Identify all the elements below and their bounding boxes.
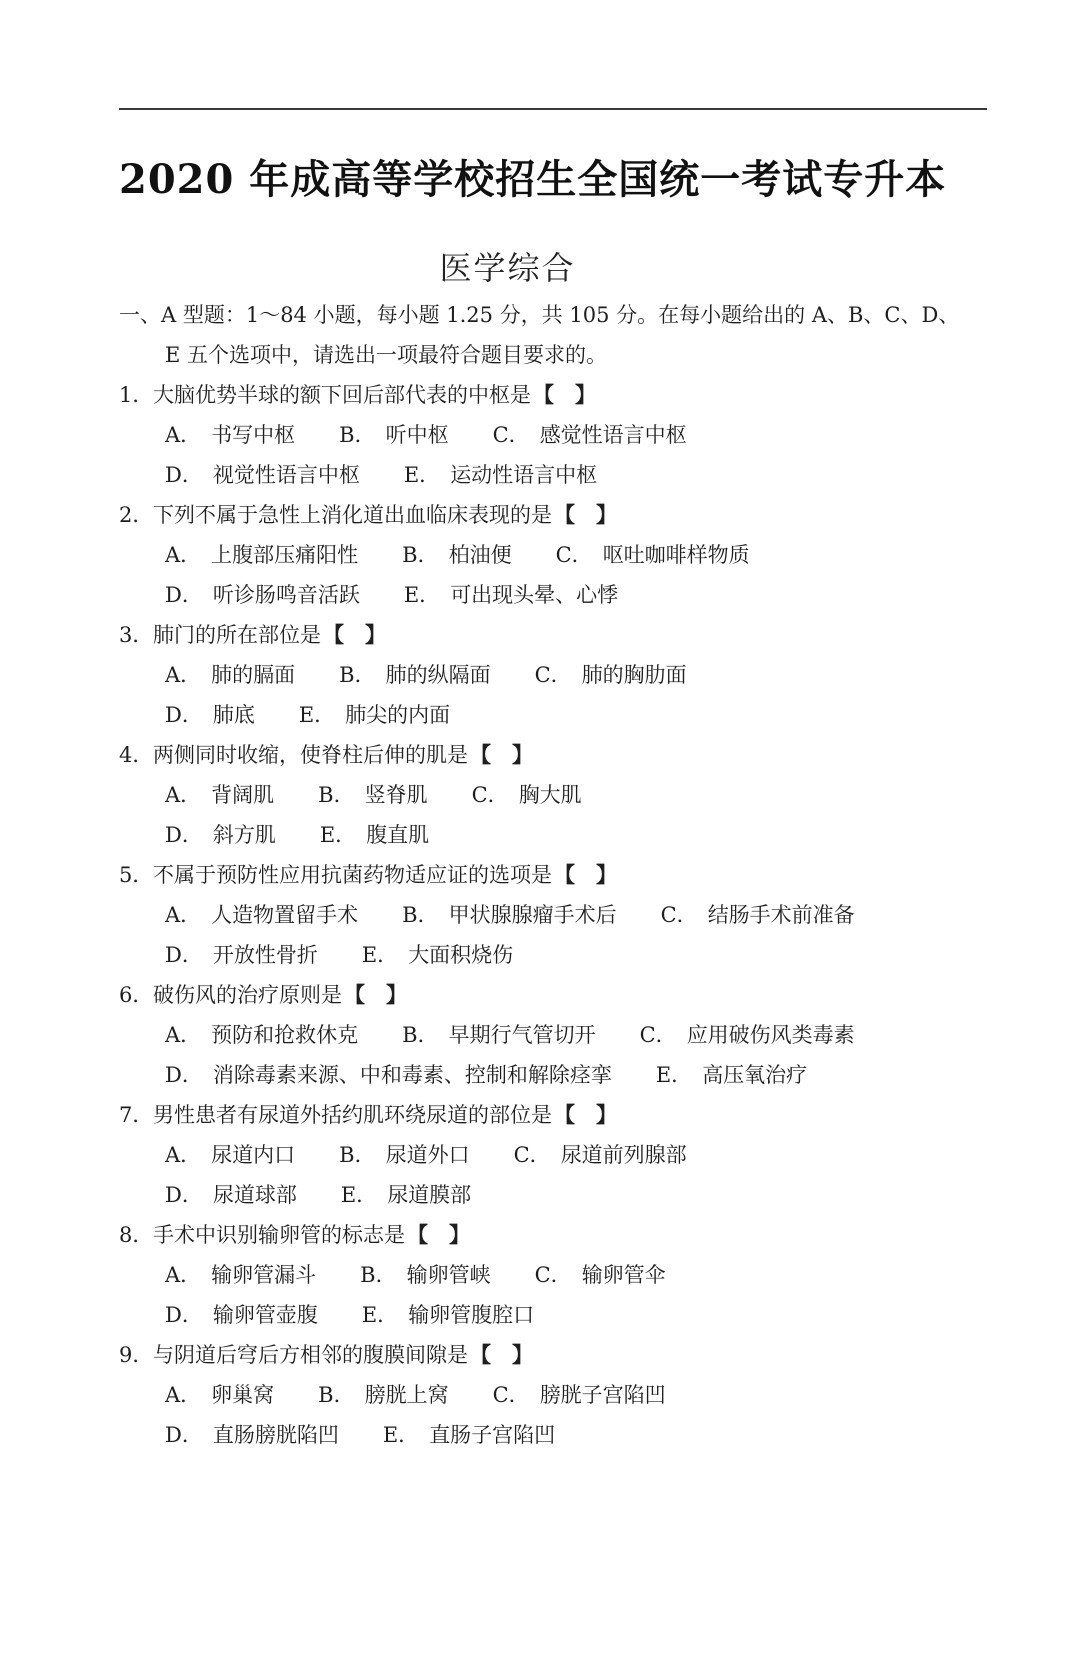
option-text: 运动性语言中枢 (450, 463, 598, 487)
option-letter: C． (639, 1023, 677, 1047)
option-text: 肺的胸肋面 (581, 663, 687, 687)
question-number: 9． (119, 1343, 154, 1367)
option-letter: D． (165, 1183, 203, 1207)
option-b (318, 1375, 448, 1415)
option-c (535, 1255, 666, 1295)
question-stem: 手术中识别输卵管的标志是 (153, 1223, 405, 1247)
question-number: 8． (119, 1223, 154, 1247)
option-text: 呕吐咖啡样物质 (602, 543, 750, 567)
option-text: 输卵管壶腹 (212, 1303, 318, 1327)
option-c (493, 1375, 666, 1415)
option-text: 胸大肌 (518, 783, 582, 807)
option-text: 消除毒素来源、中和毒素、控制和解除痉挛 (212, 1063, 612, 1087)
question-stem: 男性患者有尿道外括约肌环绕尿道的部位是 (153, 1103, 552, 1127)
option-a (165, 415, 295, 455)
option-text: 上腹部压痛阳性 (211, 543, 359, 567)
option-text: 背阔肌 (211, 783, 275, 807)
question-stem-line (119, 1095, 999, 1135)
option-text: 早期行气管切开 (448, 1023, 596, 1047)
option-e (299, 695, 450, 735)
option-letter: B． (318, 1383, 355, 1407)
option-letter: A． (165, 1143, 202, 1167)
option-letter: D． (165, 463, 203, 487)
option-letter: A． (165, 423, 202, 447)
option-letter: B． (402, 543, 439, 567)
option-c (472, 775, 582, 815)
options-row (119, 1015, 999, 1055)
option-letter: B． (339, 423, 376, 447)
option-a (165, 1255, 316, 1295)
option-b (402, 1015, 595, 1055)
option-b (402, 535, 511, 575)
option-text: 输卵管峡 (406, 1263, 491, 1287)
option-c (535, 655, 687, 695)
page-title: 2020 年成高等学校招生全国统一考试专升本 (119, 156, 947, 203)
question-stem: 大脑优势半球的额下回后部代表的中枢是 (153, 383, 531, 407)
option-text: 高压氧治疗 (702, 1063, 808, 1087)
section-intro-line-1: 一、A 型题：1～84 小题，每小题 1.25 分，共 105 分。在每小题给出的 A、B、C、D、 (119, 303, 960, 327)
option-text: 听中枢 (385, 423, 449, 447)
option-a (165, 775, 274, 815)
option-e (362, 935, 513, 975)
question-stem: 两侧同时收缩，使脊柱后伸的肌是 (153, 743, 468, 767)
option-letter: C． (534, 1263, 572, 1287)
option-a (165, 1375, 274, 1415)
options-row (119, 1175, 999, 1215)
question-6 (119, 975, 999, 1095)
answer-bracket: 【 】 (554, 502, 617, 527)
option-b (360, 1255, 490, 1295)
option-letter: A． (165, 903, 202, 927)
options-row (119, 935, 999, 975)
option-letter: E． (361, 1303, 399, 1327)
option-d (165, 455, 360, 495)
option-c (556, 535, 750, 575)
question-number: 7． (119, 1103, 154, 1127)
option-letter: E． (319, 823, 357, 847)
option-letter: C． (660, 903, 698, 927)
option-text: 直肠膀胱陷凹 (212, 1423, 339, 1447)
option-text: 尿道膜部 (387, 1183, 472, 1207)
options-row (119, 695, 999, 735)
section-intro-line-2: E 五个选项中，请选出一项最符合题目要求的。 (165, 343, 608, 367)
option-d (165, 815, 276, 855)
option-text: 尿道外口 (385, 1143, 470, 1167)
option-text: 斜方肌 (212, 823, 276, 847)
option-letter: E． (340, 1183, 378, 1207)
option-text: 肺的纵隔面 (385, 663, 491, 687)
answer-bracket: 【 】 (407, 1222, 470, 1247)
option-letter: A． (165, 1383, 202, 1407)
question-stem-line (119, 975, 999, 1015)
answer-bracket: 【 】 (470, 1342, 533, 1367)
option-e (656, 1055, 807, 1095)
question-number: 6． (119, 983, 154, 1007)
question-stem-line (119, 375, 999, 415)
option-letter: D． (165, 1303, 203, 1327)
option-b (339, 655, 490, 695)
option-a (165, 655, 295, 695)
answer-bracket: 【 】 (470, 742, 533, 767)
option-text: 输卵管腹腔口 (408, 1303, 535, 1327)
option-text: 大面积烧伤 (408, 943, 514, 967)
option-text: 卵巢窝 (211, 1383, 275, 1407)
option-letter: A． (165, 1263, 202, 1287)
option-letter: D． (165, 703, 203, 727)
option-text: 感觉性语言中枢 (539, 423, 687, 447)
option-text: 预防和抢救休克 (211, 1023, 359, 1047)
question-list (119, 375, 999, 1455)
option-text: 人造物置留手术 (211, 903, 359, 927)
answer-bracket: 【 】 (344, 982, 407, 1007)
option-letter: C． (492, 1383, 530, 1407)
option-letter: B． (318, 783, 355, 807)
option-d (165, 935, 318, 975)
question-stem-line (119, 1335, 999, 1375)
question-8 (119, 1215, 999, 1335)
question-stem-line (119, 495, 999, 535)
question-number: 3． (119, 623, 154, 647)
option-text: 输卵管伞 (581, 1263, 666, 1287)
option-letter: B． (402, 1023, 439, 1047)
option-text: 腹直肌 (366, 823, 430, 847)
option-text: 膀胱子宫陷凹 (539, 1383, 666, 1407)
options-row (119, 575, 999, 615)
option-e (341, 1175, 471, 1215)
question-stem: 与阴道后穹后方相邻的腹膜间隙是 (153, 1343, 468, 1367)
question-number: 1． (119, 383, 154, 407)
option-e (320, 815, 429, 855)
question-stem: 破伤风的治疗原则是 (153, 983, 342, 1007)
option-a (165, 1135, 295, 1175)
options-row (119, 815, 999, 855)
question-1 (119, 375, 999, 495)
option-text: 书写中枢 (211, 423, 296, 447)
option-b (402, 895, 616, 935)
option-letter: D． (165, 823, 203, 847)
option-letter: E． (403, 463, 441, 487)
option-text: 输卵管漏斗 (211, 1263, 317, 1287)
question-stem: 下列不属于急性上消化道出血临床表现的是 (153, 503, 552, 527)
option-c (661, 895, 855, 935)
option-text: 尿道内口 (211, 1143, 296, 1167)
option-letter: C． (555, 543, 593, 567)
question-7 (119, 1095, 999, 1215)
option-letter: A． (165, 783, 202, 807)
option-d (165, 695, 255, 735)
answer-bracket: 【 】 (554, 862, 617, 887)
question-stem-line (119, 1215, 999, 1255)
option-e (404, 575, 618, 615)
option-letter: E． (298, 703, 336, 727)
option-text: 尿道前列腺部 (560, 1143, 687, 1167)
options-row (119, 535, 999, 575)
option-letter: C． (492, 423, 530, 447)
option-text: 肺尖的内面 (345, 703, 451, 727)
options-row (119, 1055, 999, 1095)
option-c (493, 415, 687, 455)
option-e (404, 455, 597, 495)
options-row (119, 1375, 999, 1415)
option-letter: A． (165, 543, 202, 567)
option-letter: B． (339, 1143, 376, 1167)
question-3 (119, 615, 999, 735)
option-d (165, 1055, 612, 1095)
option-text: 应用破伤风类毒素 (686, 1023, 855, 1047)
question-4 (119, 735, 999, 855)
exam-body (119, 295, 999, 1455)
option-letter: B． (360, 1263, 397, 1287)
option-text: 听诊肠鸣音活跃 (212, 583, 360, 607)
option-text: 竖脊肌 (364, 783, 428, 807)
option-letter: B． (339, 663, 376, 687)
option-a (165, 895, 358, 935)
option-b (339, 1135, 469, 1175)
option-letter: E． (403, 583, 441, 607)
option-text: 肺的膈面 (211, 663, 296, 687)
option-d (165, 1295, 318, 1335)
question-number: 5． (119, 863, 154, 887)
options-row (119, 655, 999, 695)
option-letter: C． (534, 663, 572, 687)
option-letter: D． (165, 1423, 203, 1447)
options-row (119, 1295, 999, 1335)
option-b (339, 415, 448, 455)
option-letter: C． (513, 1143, 551, 1167)
option-text: 柏油便 (448, 543, 512, 567)
options-row (119, 1135, 999, 1175)
option-text: 开放性骨折 (212, 943, 318, 967)
option-text: 膀胱上窝 (364, 1383, 449, 1407)
question-stem-line (119, 735, 999, 775)
question-9 (119, 1335, 999, 1455)
option-text: 甲状腺腺瘤手术后 (448, 903, 617, 927)
option-letter: E． (655, 1063, 693, 1087)
page-subtitle: 医学综合 (439, 249, 576, 287)
option-c (640, 1015, 855, 1055)
option-letter: D． (165, 943, 203, 967)
option-letter: A． (165, 1023, 202, 1047)
option-text: 可出现头晕、心悸 (450, 583, 619, 607)
options-row (119, 1415, 999, 1455)
option-letter: D． (165, 1063, 203, 1087)
option-e (383, 1415, 555, 1455)
option-letter: D． (165, 583, 203, 607)
options-row (119, 895, 999, 935)
answer-bracket: 【 】 (533, 382, 596, 407)
option-text: 肺底 (212, 703, 255, 727)
answer-bracket: 【 】 (554, 1102, 617, 1127)
option-text: 视觉性语言中枢 (212, 463, 360, 487)
option-a (165, 535, 358, 575)
question-stem-line (119, 855, 999, 895)
option-letter: B． (402, 903, 439, 927)
option-letter: A． (165, 663, 202, 687)
header-rule-divider (119, 108, 987, 110)
option-text: 结肠手术前准备 (707, 903, 855, 927)
option-letter: C． (471, 783, 509, 807)
option-e (362, 1295, 534, 1335)
options-row (119, 775, 999, 815)
option-b (318, 775, 427, 815)
question-stem: 不属于预防性应用抗菌药物适应证的选项是 (153, 863, 552, 887)
option-letter: E． (382, 1423, 420, 1447)
option-c (514, 1135, 687, 1175)
question-stem-line (119, 615, 999, 655)
option-letter: E． (361, 943, 399, 967)
question-stem: 肺门的所在部位是 (153, 623, 321, 647)
options-row (119, 415, 999, 455)
option-d (165, 575, 360, 615)
question-5 (119, 855, 999, 975)
question-number: 2． (119, 503, 154, 527)
option-text: 尿道球部 (212, 1183, 297, 1207)
option-text: 直肠子宫陷凹 (429, 1423, 556, 1447)
option-a (165, 1015, 358, 1055)
option-d (165, 1415, 339, 1455)
question-number: 4． (119, 743, 154, 767)
answer-bracket: 【 】 (323, 622, 386, 647)
options-row (119, 1255, 999, 1295)
question-2 (119, 495, 999, 615)
options-row (119, 455, 999, 495)
option-d (165, 1175, 297, 1215)
